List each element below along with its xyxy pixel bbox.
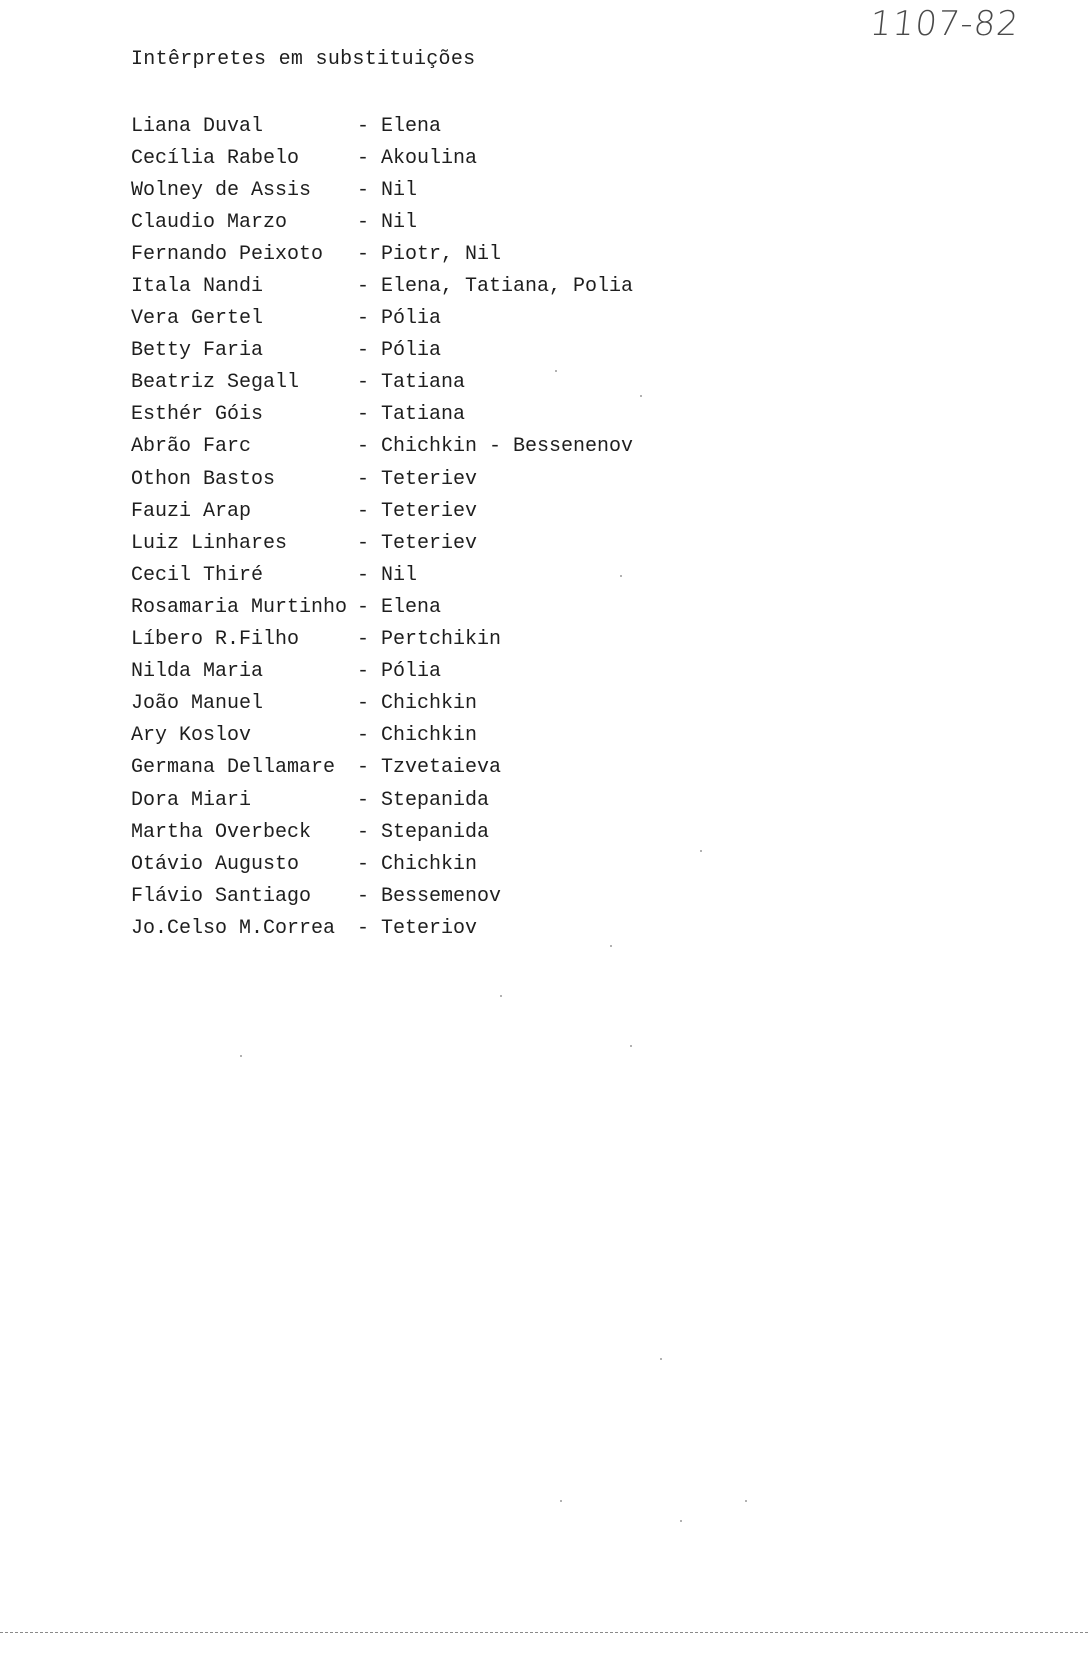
role-name: - Elena, Tatiana, Polia bbox=[357, 275, 634, 299]
actor-name: Itala Nandi bbox=[131, 275, 264, 299]
scan-speck bbox=[240, 1055, 242, 1057]
cast-row bbox=[131, 720, 731, 752]
actor-name: Ary Koslov bbox=[131, 724, 252, 748]
document-title: Intêrpretes em substituições bbox=[131, 48, 476, 71]
scan-speck bbox=[700, 850, 702, 852]
role-name: - Tatiana bbox=[357, 403, 466, 427]
actor-name: Betty Faria bbox=[131, 339, 264, 363]
cast-row bbox=[131, 270, 731, 302]
role-name: - Akoulina bbox=[357, 146, 478, 170]
cast-row bbox=[131, 559, 731, 591]
cast-row bbox=[131, 784, 731, 816]
role-name: - Pólia bbox=[357, 339, 442, 363]
cast-row bbox=[131, 527, 731, 559]
cast-row bbox=[131, 463, 731, 495]
scan-speck bbox=[680, 1520, 682, 1522]
scan-speck bbox=[620, 575, 622, 577]
scan-speck bbox=[660, 1358, 662, 1360]
actor-name: Beatriz Segall bbox=[131, 371, 300, 395]
actor-name: Cecília Rabelo bbox=[131, 146, 300, 170]
scan-speck bbox=[630, 1045, 632, 1047]
role-name: - Elena bbox=[357, 114, 442, 138]
actor-name: Martha Overbeck bbox=[131, 820, 312, 844]
role-name: - Teteriov bbox=[357, 916, 478, 940]
role-name: - Pólia bbox=[357, 660, 442, 684]
role-name: - Piotr, Nil bbox=[357, 242, 502, 266]
actor-name: Dora Miari bbox=[131, 788, 252, 812]
actor-name: Rosamaria Murtinho bbox=[131, 595, 348, 619]
scan-edge-line bbox=[0, 1632, 1088, 1633]
cast-row bbox=[131, 110, 731, 142]
cast-row bbox=[131, 238, 731, 270]
cast-row bbox=[131, 624, 731, 656]
scan-speck bbox=[640, 395, 642, 397]
cast-row bbox=[131, 206, 731, 238]
role-name: - Teteriev bbox=[357, 531, 478, 555]
actor-name: Othon Bastos bbox=[131, 467, 276, 491]
cast-row bbox=[131, 431, 731, 463]
actor-name: Luiz Linhares bbox=[131, 531, 288, 555]
role-name: - Nil bbox=[357, 178, 418, 202]
role-name: - Teteriev bbox=[357, 467, 478, 491]
scan-speck bbox=[555, 370, 557, 372]
actor-name: Fauzi Arap bbox=[131, 499, 252, 523]
cast-list bbox=[131, 110, 731, 944]
cast-row bbox=[131, 880, 731, 912]
cast-row bbox=[131, 591, 731, 623]
role-name: - Stepanida bbox=[357, 788, 490, 812]
role-name: - Chichkin - Bessenenov bbox=[357, 435, 634, 459]
scan-speck bbox=[500, 995, 502, 997]
cast-row bbox=[131, 912, 731, 944]
actor-name: Vera Gertel bbox=[131, 307, 264, 331]
actor-name: Germana Dellamare bbox=[131, 756, 336, 780]
actor-name: Nilda Maria bbox=[131, 660, 264, 684]
actor-name: Esthér Góis bbox=[131, 403, 264, 427]
role-name: - Pertchikin bbox=[357, 628, 502, 652]
actor-name: Cecil Thiré bbox=[131, 563, 264, 587]
role-name: - Nil bbox=[357, 210, 418, 234]
cast-row bbox=[131, 752, 731, 784]
cast-row bbox=[131, 399, 731, 431]
role-name: - Nil bbox=[357, 563, 418, 587]
actor-name: Fernando Peixoto bbox=[131, 242, 324, 266]
role-name: - Pólia bbox=[357, 307, 442, 331]
cast-row bbox=[131, 174, 731, 206]
actor-name: João Manuel bbox=[131, 692, 264, 716]
role-name: - Stepanida bbox=[357, 820, 490, 844]
actor-name: Líbero R.Filho bbox=[131, 628, 300, 652]
role-name: - Bessemenov bbox=[357, 884, 502, 908]
role-name: - Chichkin bbox=[357, 692, 478, 716]
cast-row bbox=[131, 656, 731, 688]
cast-row bbox=[131, 848, 731, 880]
cast-row bbox=[131, 303, 731, 335]
cast-row bbox=[131, 495, 731, 527]
role-name: - Chichkin bbox=[357, 852, 478, 876]
cast-row bbox=[131, 142, 731, 174]
scan-speck bbox=[560, 1500, 562, 1502]
scan-speck bbox=[745, 1500, 747, 1502]
archive-number: 1107-82 bbox=[867, 4, 1022, 44]
actor-name: Flávio Santiago bbox=[131, 884, 312, 908]
actor-name: Claudio Marzo bbox=[131, 210, 288, 234]
cast-row bbox=[131, 688, 731, 720]
cast-row bbox=[131, 335, 731, 367]
actor-name: Liana Duval bbox=[131, 114, 264, 138]
role-name: - Chichkin bbox=[357, 724, 478, 748]
actor-name: Abrão Farc bbox=[131, 435, 252, 459]
scan-speck bbox=[610, 945, 612, 947]
actor-name: Jo.Celso M.Correa bbox=[131, 916, 336, 940]
role-name: - Elena bbox=[357, 595, 442, 619]
cast-row bbox=[131, 816, 731, 848]
role-name: - Tatiana bbox=[357, 371, 466, 395]
role-name: - Tzvetaieva bbox=[357, 756, 502, 780]
actor-name: Wolney de Assis bbox=[131, 178, 312, 202]
actor-name: Otávio Augusto bbox=[131, 852, 300, 876]
role-name: - Teteriev bbox=[357, 499, 478, 523]
